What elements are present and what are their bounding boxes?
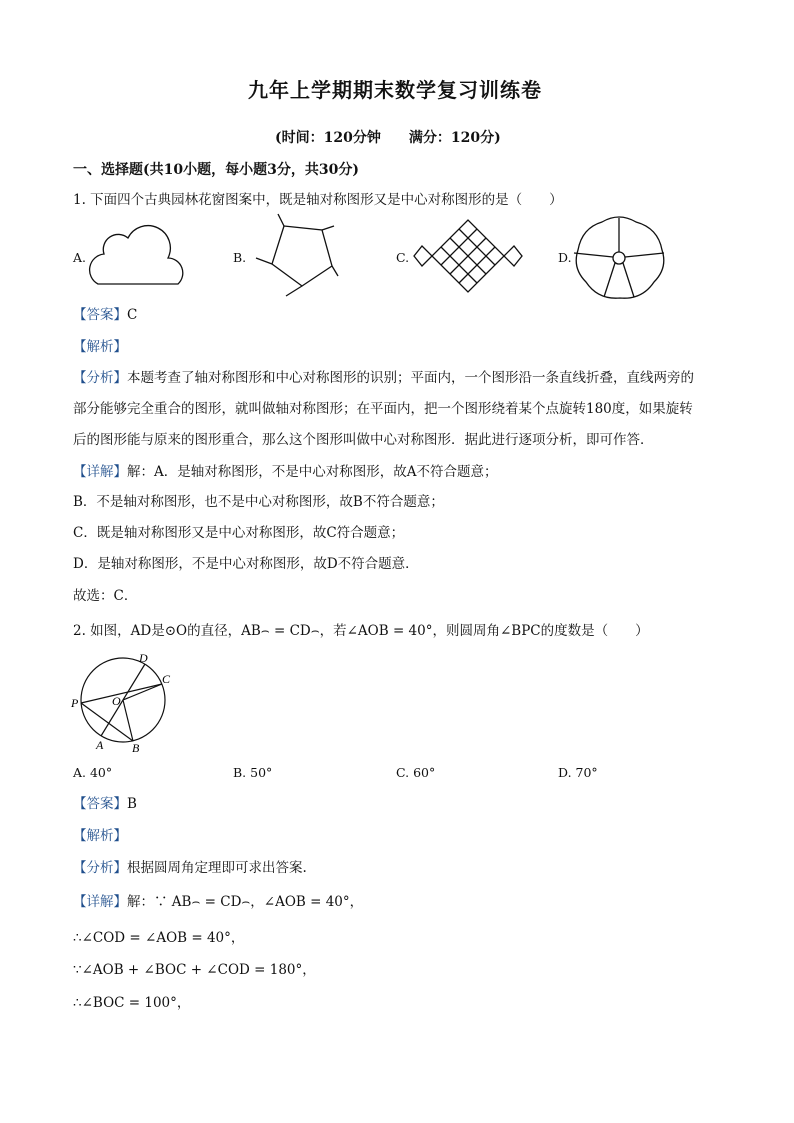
detail-text: 解：∵ AB⌢ = CD⌢，∠AOB = 40°， [127,894,364,910]
q1-fenxi-line-3: 后的图形能与原来的图形重合，那么这个图形叫做中心对称图形．据此进行逐项分析，即可作答． [73,432,654,448]
q1-answer [73,307,137,323]
q2-detail-line-1 [73,894,363,910]
q1-detail-line-1 [73,464,498,480]
point-d-label: D [139,651,148,665]
fenxi-tag: 【分析】 [73,370,127,386]
question-2-stem: 2. 如图，AD是⊙O的直径，AB⌢ = CD⌢，若∠AOB = 40°，则圆周角∠BPC的度数是（ ） [73,623,649,639]
point-p-label: P [71,696,79,710]
point-b-label: B [132,741,140,755]
q2-detail-line-3: ∵∠AOB + ∠BOC + ∠COD = 180°， [73,962,316,978]
answer-tag: 【答案】 [73,307,127,323]
q1-fenxi-line-2: 部分能够完全重合的图形，就叫做轴对称图形；在平面内，把一个图形绕着某个点旋转180度，如果旋转 [73,401,693,417]
q2-answer [73,796,137,812]
q2-analysis-tag: 【解析】 [73,828,127,844]
page-title: 九年上学期期末数学复习训练卷 [248,78,542,102]
q2-option-b: B. 50° [233,765,273,780]
question-1-stem: 1. 下面四个古典园林花窗图案中，既是轴对称图形又是中心对称图形的是（ ） [73,192,563,208]
q1-fenxi-line-1 [73,370,694,386]
answer-tag: 【答案】 [73,796,127,812]
point-a-label: A [96,738,104,752]
section-heading: 一、选择题(共10小题，每小题3分，共30分) [73,162,359,178]
fenxi-tag: 【分析】 [73,860,127,876]
q1-option-d-label: D. [558,250,572,265]
answer-value: B [127,796,137,812]
q1-option-c-label: C. [396,250,410,265]
q1-detail-line-5: 故选：C． [73,588,138,604]
answer-value: C [127,307,138,323]
q2-circle-figure [70,650,180,755]
q2-option-a: A. 40° [73,765,113,780]
q1-figure-b [250,212,355,302]
fenxi-text: 根据圆周角定理即可求出答案. [127,860,307,876]
q1-figure-d [572,216,668,302]
q2-option-d: D. 70° [558,765,598,780]
q2-fenxi [73,860,307,876]
q2-option-c: C. 60° [396,765,436,780]
q1-analysis-tag: 【解析】 [73,339,127,355]
xiangjie-tag: 【详解】 [73,464,127,480]
q2-detail-line-4: ∴∠BOC = 100°， [73,995,191,1011]
q1-detail-line-4: D．是轴对称图形，不是中心对称图形，故D不符合题意． [73,556,419,572]
q2-detail-line-2: ∴∠COD = ∠AOB = 40°， [73,930,245,946]
xiangjie-tag: 【详解】 [73,894,127,910]
q1-option-a-label: A. [73,250,87,265]
fenxi-text: 本题考查了轴对称图形和中心对称图形的识别；平面内，一个图形沿一条直线折叠，直线两旁的 [127,370,694,386]
q1-detail-line-3: C．既是轴对称图形又是中心对称图形，故C符合题意； [73,525,405,541]
point-o-label: O [112,694,121,708]
detail-text: 解：A．是轴对称图形，不是中心对称图形，故A不符合题意； [127,464,498,480]
q1-detail-line-2: B．不是轴对称图形，也不是中心对称图形，故B不符合题意； [73,494,444,510]
point-c-label: C [162,672,171,686]
q1-figure-a [90,222,186,292]
exam-info: (时间：120分钟 满分：120分) [275,130,501,146]
q1-figure-c [412,220,524,294]
q1-option-b-label: B. [233,250,247,265]
